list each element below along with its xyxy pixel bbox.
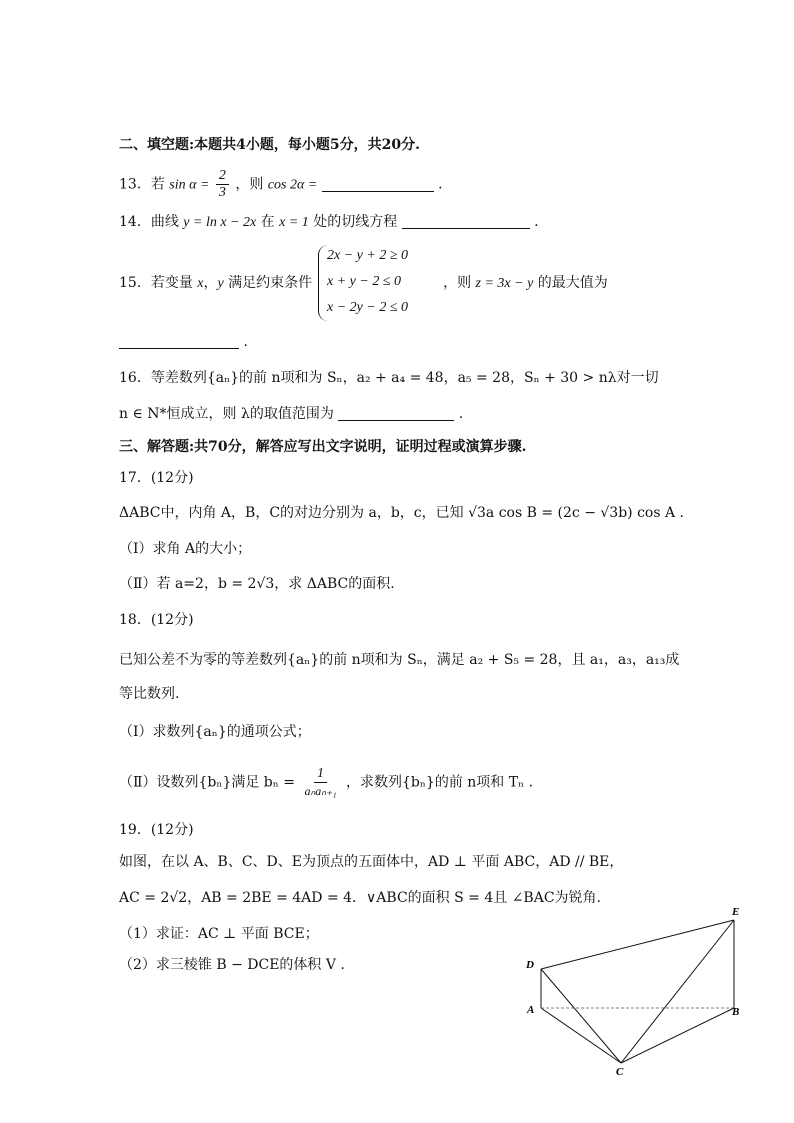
- q16-text: n ∈ N*恒成立，则 λ的取值范围为: [119, 406, 334, 422]
- label-d: D: [526, 959, 534, 971]
- question-17-stem: ΔABC中，内角 A，B，C的对边分别为 a，b，c，已知 √3a cos B = (2c − √3b) cos A .: [119, 505, 684, 521]
- question-19-stem-1: 如图，在以 A、B、C、D、E为顶点的五面体中，AD ⊥ 平面 ABC，AD // BE，: [119, 854, 624, 870]
- q14-prefix: 14．曲线: [119, 214, 179, 230]
- q15-mid: 满足约束条件: [228, 275, 313, 291]
- question-16-line-2: [119, 404, 463, 424]
- q13-denominator: 3: [218, 185, 226, 200]
- label-c: C: [616, 1066, 624, 1078]
- question-18-label: 18．(12分): [119, 612, 194, 628]
- q14-expression-2: x = 1: [279, 215, 309, 230]
- section-2-heading: 二、填空题:本题共4小题，每小题5分，共20分.: [119, 137, 421, 153]
- question-18-part-2: [119, 766, 533, 799]
- q15-post: ，则: [443, 275, 472, 291]
- question-18-stem-1: 已知公差不为零的等差数列{aₙ}的前 n项和为 Sₙ，满足 a₂ + S₅ = 28，且 a₁，a₃，a₁₃成: [119, 652, 680, 668]
- q15-separator: ，: [203, 275, 218, 291]
- q16-end: .: [458, 406, 464, 422]
- label-b: B: [732, 1006, 740, 1018]
- q18-denominator: aₙaₙ₊₁: [304, 784, 337, 798]
- label-a: A: [527, 1004, 535, 1016]
- question-13: [119, 168, 443, 201]
- q13-prefix: 13．若: [119, 176, 165, 193]
- section-3-heading: 三、解答题:共70分，解答应写出文字说明，证明过程或演算步骤.: [119, 439, 527, 455]
- q14-expression: y = ln x − 2x: [183, 215, 257, 230]
- question-17-part-1: （Ⅰ）求角 A的大小；: [119, 541, 252, 557]
- q13-fraction: [216, 168, 229, 201]
- q18-fraction: [301, 766, 339, 799]
- q13-mid: ，则: [235, 176, 264, 193]
- q14-answer-blank[interactable]: [402, 214, 530, 229]
- edge-bc: [621, 1008, 734, 1063]
- q13-expression: sin α =: [169, 177, 210, 193]
- q13-answer-blank[interactable]: [322, 177, 434, 192]
- q15-objective: z = 3x − y: [475, 276, 534, 291]
- question-18-part-1: （Ⅰ）求数列{aₙ}的通项公式；: [119, 724, 311, 740]
- edge-de: [541, 920, 734, 969]
- q15-var-x: x: [197, 276, 204, 291]
- question-19-stem-2: AC = 2√2，AB = 2BE = 4AD = 4．∨ABC的面积 S = 4且 ∠BAC为锐角.: [119, 890, 601, 906]
- question-14: [119, 212, 539, 233]
- q18-part-2-prefix: （Ⅱ）设数列{bₙ}满足 bₙ =: [119, 774, 295, 791]
- q15-tail: .: [243, 334, 248, 350]
- q15-constraint-3: x − 2y − 2 ≤ 0: [327, 300, 409, 315]
- q18-numerator: 1: [314, 766, 327, 783]
- q18-part-2-suffix: ，求数列{bₙ}的前 n项和 Tₙ .: [345, 774, 534, 791]
- q13-expression-2: cos 2α =: [267, 177, 318, 193]
- q15-answer-blank[interactable]: [119, 334, 239, 349]
- question-19-label: 19．(12分): [119, 822, 194, 838]
- q15-answer-line: [119, 332, 248, 352]
- question-19-part-1: （1）求证：AC ⊥ 平面 BCE；: [119, 926, 319, 942]
- pentahedron-figure: [518, 900, 758, 1080]
- edge-ec: [621, 920, 734, 1063]
- question-18-stem-2: 等比数列.: [119, 686, 180, 702]
- q13-numerator: 2: [216, 168, 229, 185]
- q15-prefix: 15．若变量: [119, 275, 193, 291]
- q13-end: .: [438, 176, 443, 193]
- question-17-label: 17．(12分): [119, 470, 194, 486]
- question-19-part-2: （2）求三棱锥 B − DCE的体积 V .: [119, 957, 345, 973]
- q15-constraint-1: 2x − y + 2 ≥ 0: [327, 248, 409, 263]
- label-e: E: [732, 906, 740, 918]
- q14-mid: 在: [260, 214, 275, 230]
- q15-var-y: y: [217, 276, 224, 291]
- q14-post: 处的切线方程: [313, 214, 398, 230]
- q15-constraint-system: [318, 245, 439, 321]
- question-16-line-1: 16．等差数列{aₙ}的前 n项和为 Sₙ，a₂ + a₄ = 48，a₅ = 28，Sₙ + 30 > nλ对一切: [119, 370, 659, 386]
- question-17-part-2: （Ⅱ）若 a=2，b = 2√3，求 ΔABC的面积.: [119, 576, 395, 592]
- q14-end: .: [534, 214, 539, 230]
- q15-end: 的最大值为: [537, 275, 608, 291]
- q16-answer-blank[interactable]: [338, 406, 454, 421]
- q15-constraint-2: x + y − 2 ≤ 0: [327, 274, 402, 289]
